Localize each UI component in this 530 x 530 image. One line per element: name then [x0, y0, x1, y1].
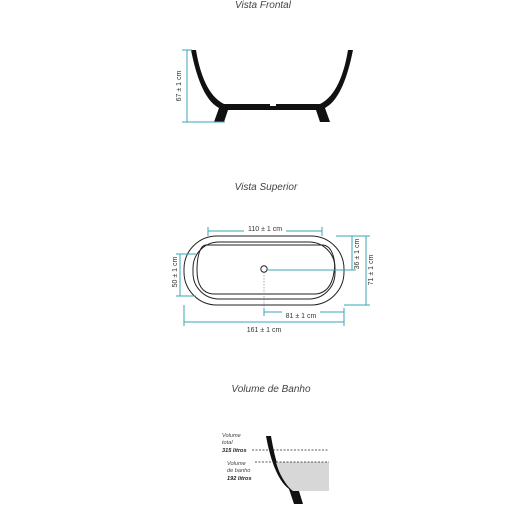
front-view-title: Vista Frontal — [235, 0, 291, 11]
volume-total-label-2: total — [222, 440, 233, 446]
volume-bath-label-2: de banho — [227, 468, 251, 474]
drain-offset-right-label: 81 ± 1 cm — [285, 313, 317, 320]
top-view-tub — [184, 236, 344, 312]
front-view-tub — [191, 50, 353, 122]
volume-total-label-1: Volume — [222, 433, 241, 439]
volume-bath-annotation — [227, 461, 252, 482]
volume-title: Volume de Banho — [231, 384, 311, 395]
front-height-label: 67 ± 1 cm — [176, 70, 183, 102]
volume-total-value: 315 litros — [222, 448, 247, 454]
water-level — [276, 462, 329, 491]
volume-bath-value: 192 litros — [227, 476, 252, 482]
inner-length-label: 110 ± 1 cm — [247, 226, 283, 233]
volume-tub-section — [252, 436, 329, 504]
total-width-label: 71 ± 1 cm — [368, 254, 375, 286]
drain-offset-right-dimension — [264, 307, 344, 320]
drain-offset-top-dimension — [268, 236, 361, 270]
drain-icon — [261, 266, 267, 272]
drain-offset-top-label: 36 ± 1 cm — [354, 238, 361, 270]
total-length-label: 161 ± 1 cm — [246, 327, 282, 334]
volume-bath-label-1: Volume — [227, 461, 246, 467]
top-view-title: Vista Superior — [234, 182, 298, 193]
inner-width-label: 50 ± 1 cm — [172, 256, 179, 288]
inner-length-dimension — [208, 225, 322, 236]
volume-total-annotation — [222, 433, 247, 454]
